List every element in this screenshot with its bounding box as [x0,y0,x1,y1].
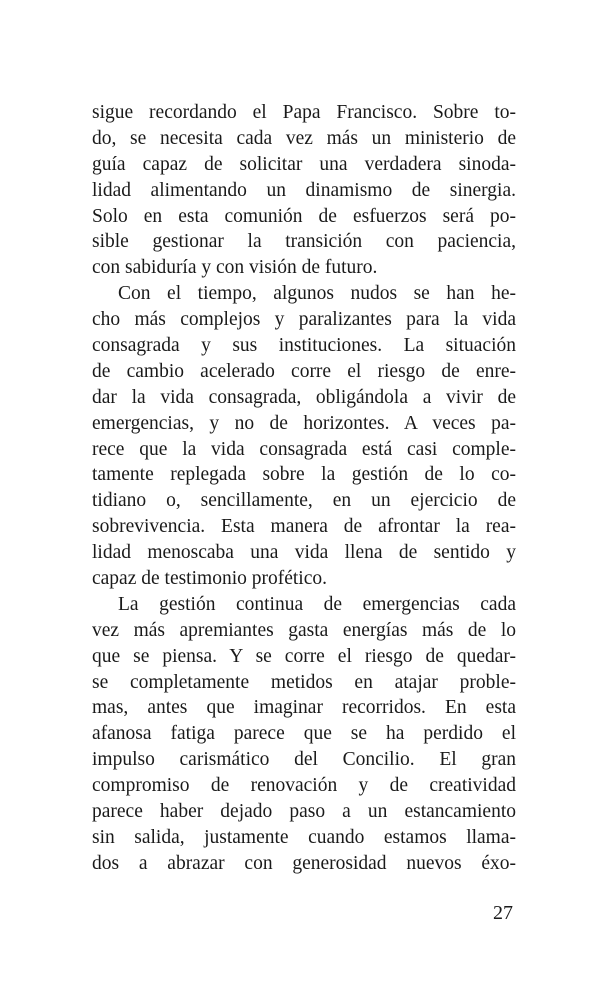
text-line: consagrada y sus instituciones. La situación [92,335,516,357]
text-line: sin salida, justamente cuando estamos llama- [92,826,516,848]
text-line: mas, antes que imaginar recorridos. En esta [92,697,516,719]
text-line: emergencias, y no de horizontes. A veces pa- [92,412,516,434]
text-line: capaz de testimonio profético. [92,568,327,590]
text-line: parece haber dejado paso a un estancamiento [92,801,516,823]
text-line: guía capaz de solicitar una verdadera sinoda- [92,153,516,175]
text-line: tidiano o, sencillamente, en un ejercicio de [92,490,516,512]
text-line: dar la vida consagrada, obligándola a vivir de [92,386,516,408]
text-line: rece que la vida consagrada está casi comple- [92,438,516,460]
text-line: compromiso de renovación y de creatividad [92,775,516,797]
page-number: 27 [493,902,513,924]
text-line: vez más apremiantes gasta energías más de lo [92,619,516,641]
text-line: se completamente metidos en atajar proble- [92,671,516,693]
text-line: lidad menoscaba una vida llena de sentido y [92,542,516,564]
text-line: tamente replegada sobre la gestión de lo co- [92,464,516,486]
text-line: La gestión continua de emergencias cada [118,593,516,615]
paragraph-2 [92,281,516,592]
text-line: sigue recordando el Papa Francisco. Sobre to- [92,102,516,123]
text-line: do, se necesita cada vez más un ministerio de [92,127,516,149]
body-text [92,100,516,877]
text-line: dos a abrazar con generosidad nuevos éxo- [92,852,516,874]
text-line: Con el tiempo, algunos nudos se han he- [118,283,516,305]
paragraph-3 [92,592,516,877]
text-line: sible gestionar la transición con paciencia, [92,231,516,253]
text-line: Solo en esta comunión de esfuerzos será po- [92,205,516,227]
text-line: lidad alimentando un dinamismo de sinergia. [92,179,516,201]
text-line: con sabiduría y con visión de futuro. [92,257,378,279]
text-line: cho más complejos y paralizantes para la vida [92,309,516,331]
text-line: que se piensa. Y se corre el riesgo de quedar- [92,645,516,667]
paragraph-1 [92,100,516,281]
text-line: sobrevivencia. Esta manera de afrontar la rea- [92,516,516,538]
text-line: de cambio acelerado corre el riesgo de enre- [92,360,516,382]
text-line: afanosa fatiga parece que se ha perdido el [92,723,516,745]
text-line: impulso carismático del Concilio. El gran [92,749,516,771]
